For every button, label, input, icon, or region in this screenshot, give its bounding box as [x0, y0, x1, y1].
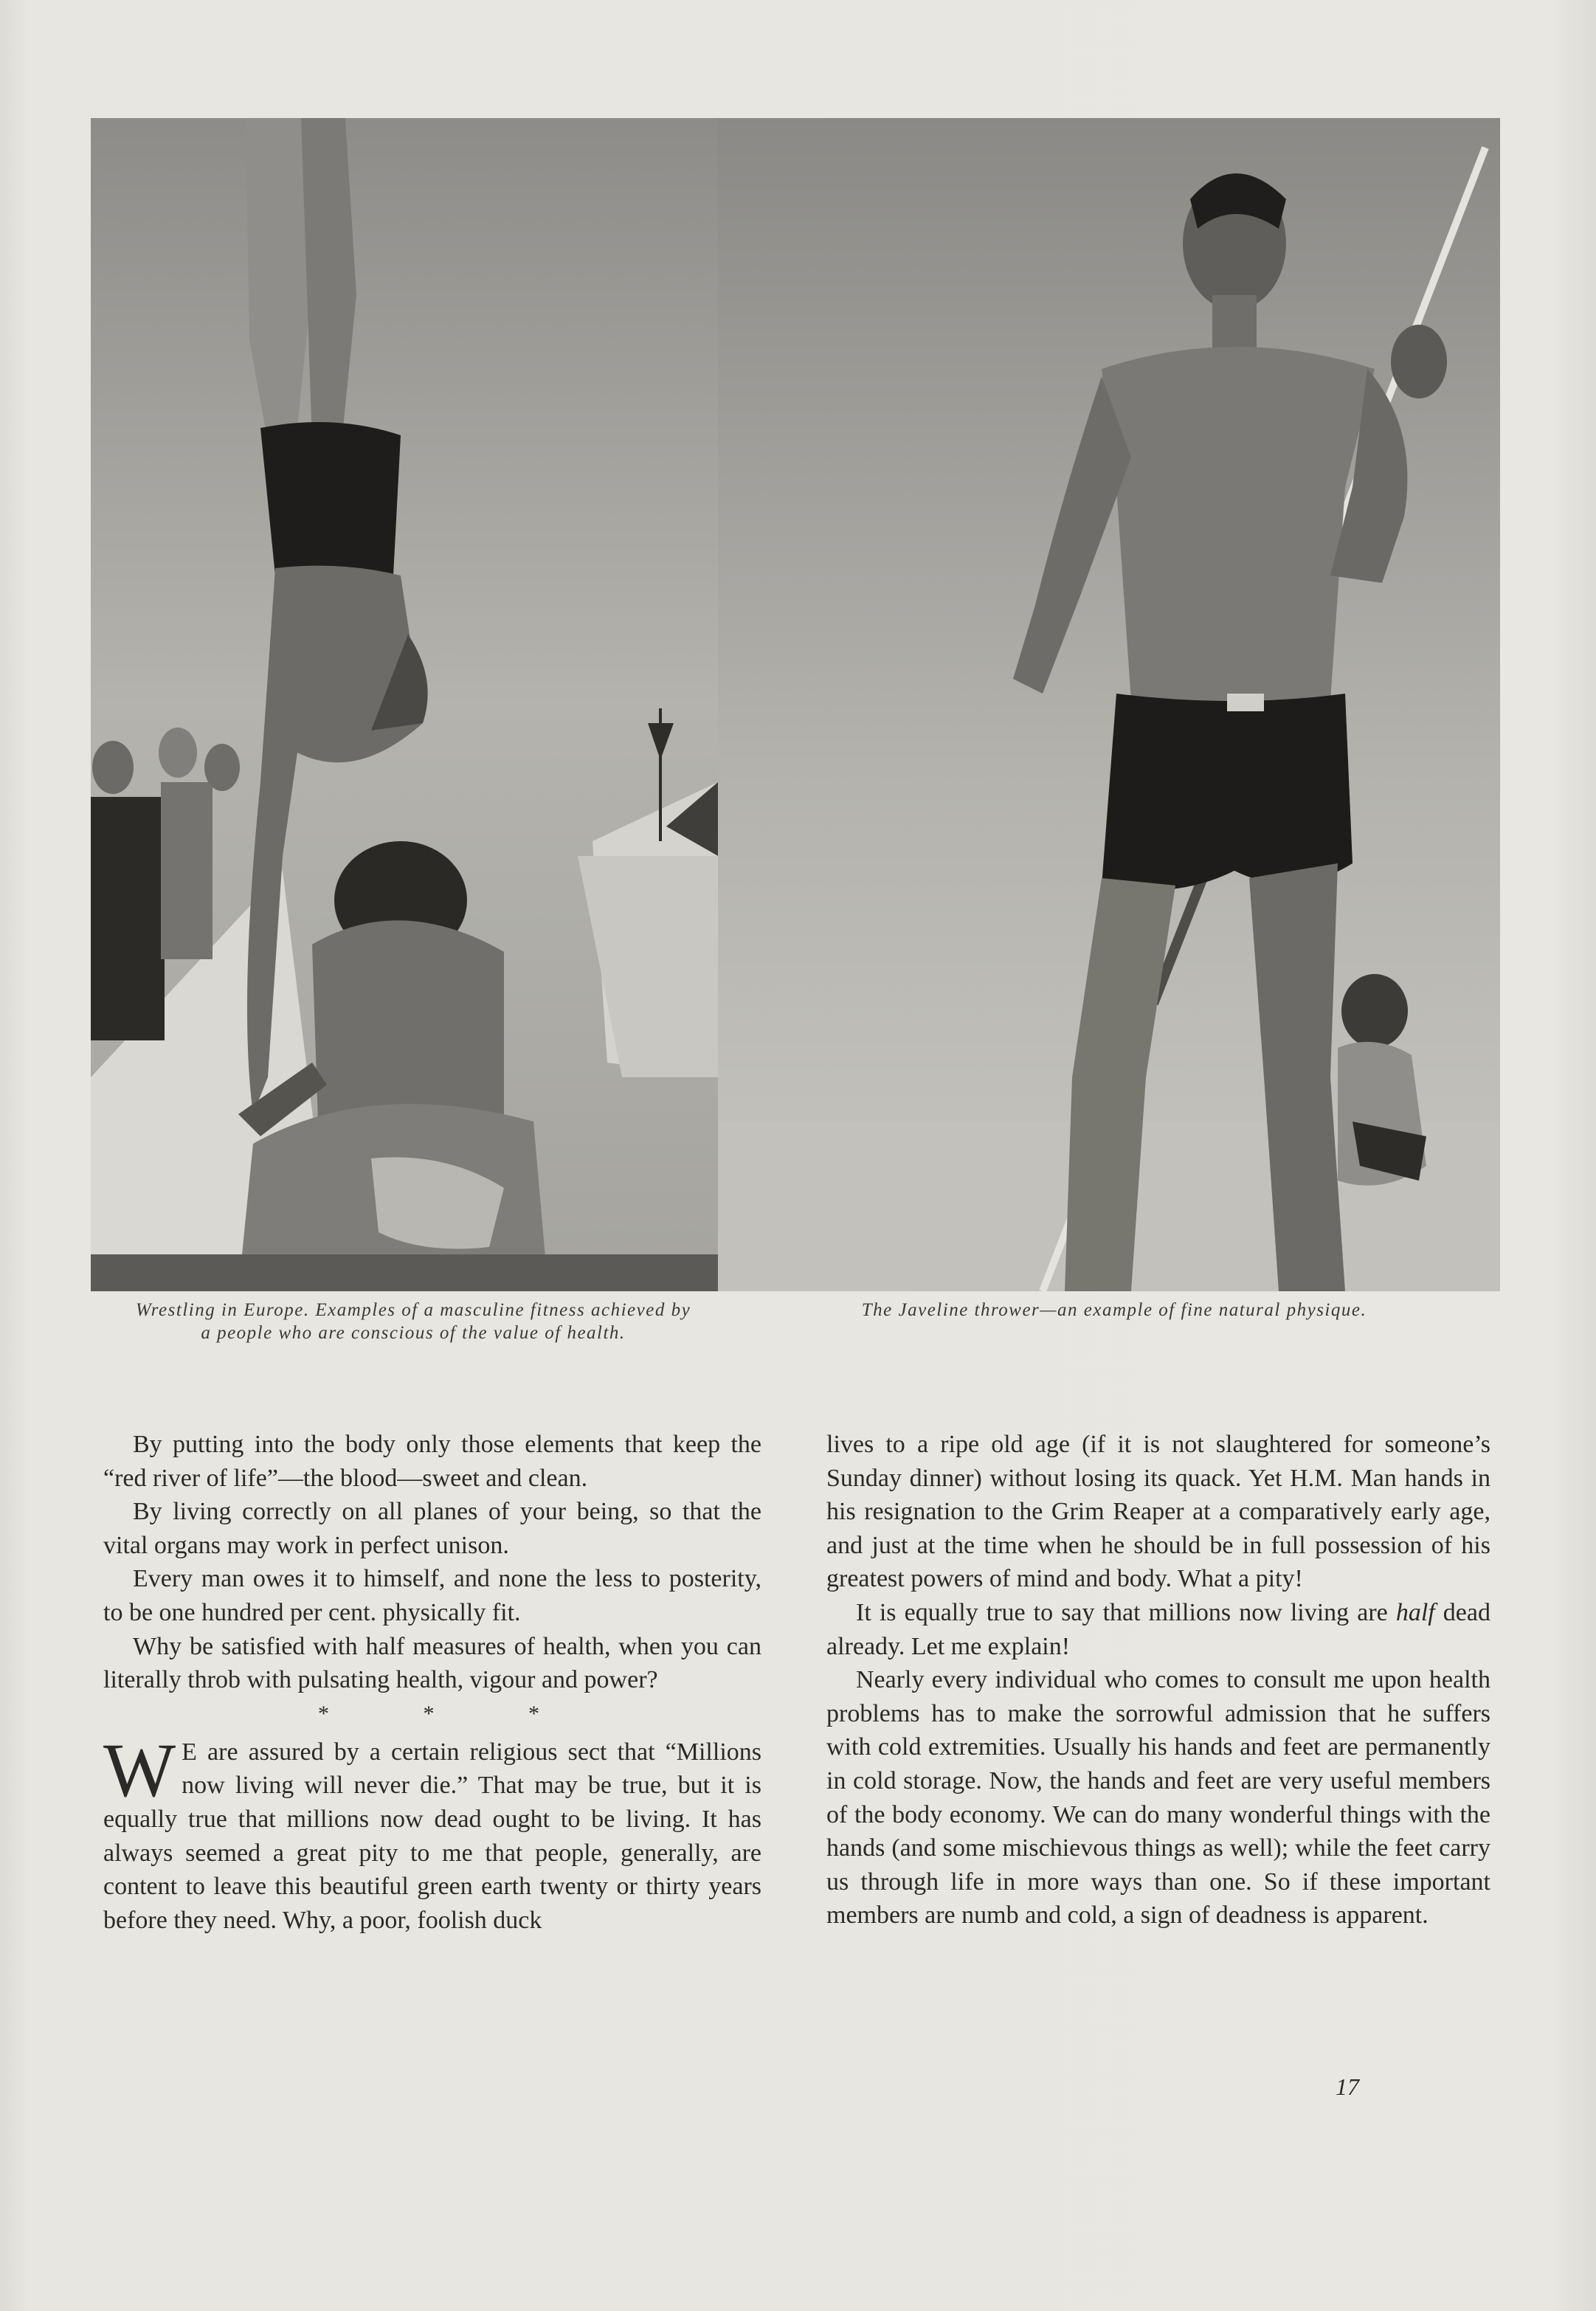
caption-right: The Javeline thrower—an example of fine natural physique. — [861, 1300, 1367, 1320]
paragraph-text: dead already. Let me explain! — [826, 1598, 1490, 1660]
paragraph — [826, 1596, 1490, 1663]
javelin-thrower-photo — [718, 118, 1500, 1291]
paragraph: Nearly every individual who comes to consult me upon health problems has to make the sorrowful admission that he suffers with cold extremities. Usually his hands and feet are permanently in cold storage. Now, the hands and feet are very useful members of the body economy. We can do many wonderful things with the hands (and some mischievous things as well); while the feet carry us through life in more ways than one. So if these important members are numb and cold, a sign of deadness is apparent. — [826, 1666, 1490, 1930]
text-column-right — [826, 1428, 1490, 1932]
paragraph-text: E are assured by a certain religious sect that “Millions now living will never die.” That may be true, but it is equally true that millions now dead ought to be living. It has always seemed a great pity to me that people, generally, are content to leave this beautiful green earth twenty or thirty years before they need. Why, a poor, foolish duck — [103, 1738, 761, 1934]
paragraph-text: It is equally true to say that millions now living are — [856, 1598, 1396, 1626]
emphasis: half — [1395, 1598, 1435, 1626]
caption-left: Wrestling in Europe. Examples of a masculine fitness achieved by a people who are conscious of the value of health. — [135, 1300, 691, 1343]
wrestling-photo — [91, 118, 718, 1291]
paragraph: By putting into the body only those elements that keep the “red river of life”—the blood—sweet and clean. — [103, 1431, 761, 1492]
paragraph: Why be satisfied with half measures of health, when you can literally throb with pulsating health, vigour and power? — [103, 1632, 761, 1694]
paragraph: By living correctly on all planes of your being, so that the vital organs may work in perfect unison. — [103, 1498, 761, 1559]
drop-cap: W — [103, 1727, 176, 1813]
paragraph: lives to a ripe old age (if it is not slaughtered for someone’s Sunday dinner) without losing its quack. Yet H.M. Man hands in his resignation to the Grim Reaper at a comparatively early age, and just at the time when he should be in full possession of his greatest powers of mind and body. What a pity! — [826, 1431, 1490, 1593]
paragraph-with-dropcap — [103, 1727, 761, 1938]
page-number: 17 — [1336, 2073, 1359, 2100]
paragraph: Every man owes it to himself, and none the less to posterity, to be one hundred per cent. physically fit. — [103, 1565, 761, 1626]
text-column-left — [103, 1428, 761, 1937]
section-separator: * * * — [318, 1701, 584, 1726]
